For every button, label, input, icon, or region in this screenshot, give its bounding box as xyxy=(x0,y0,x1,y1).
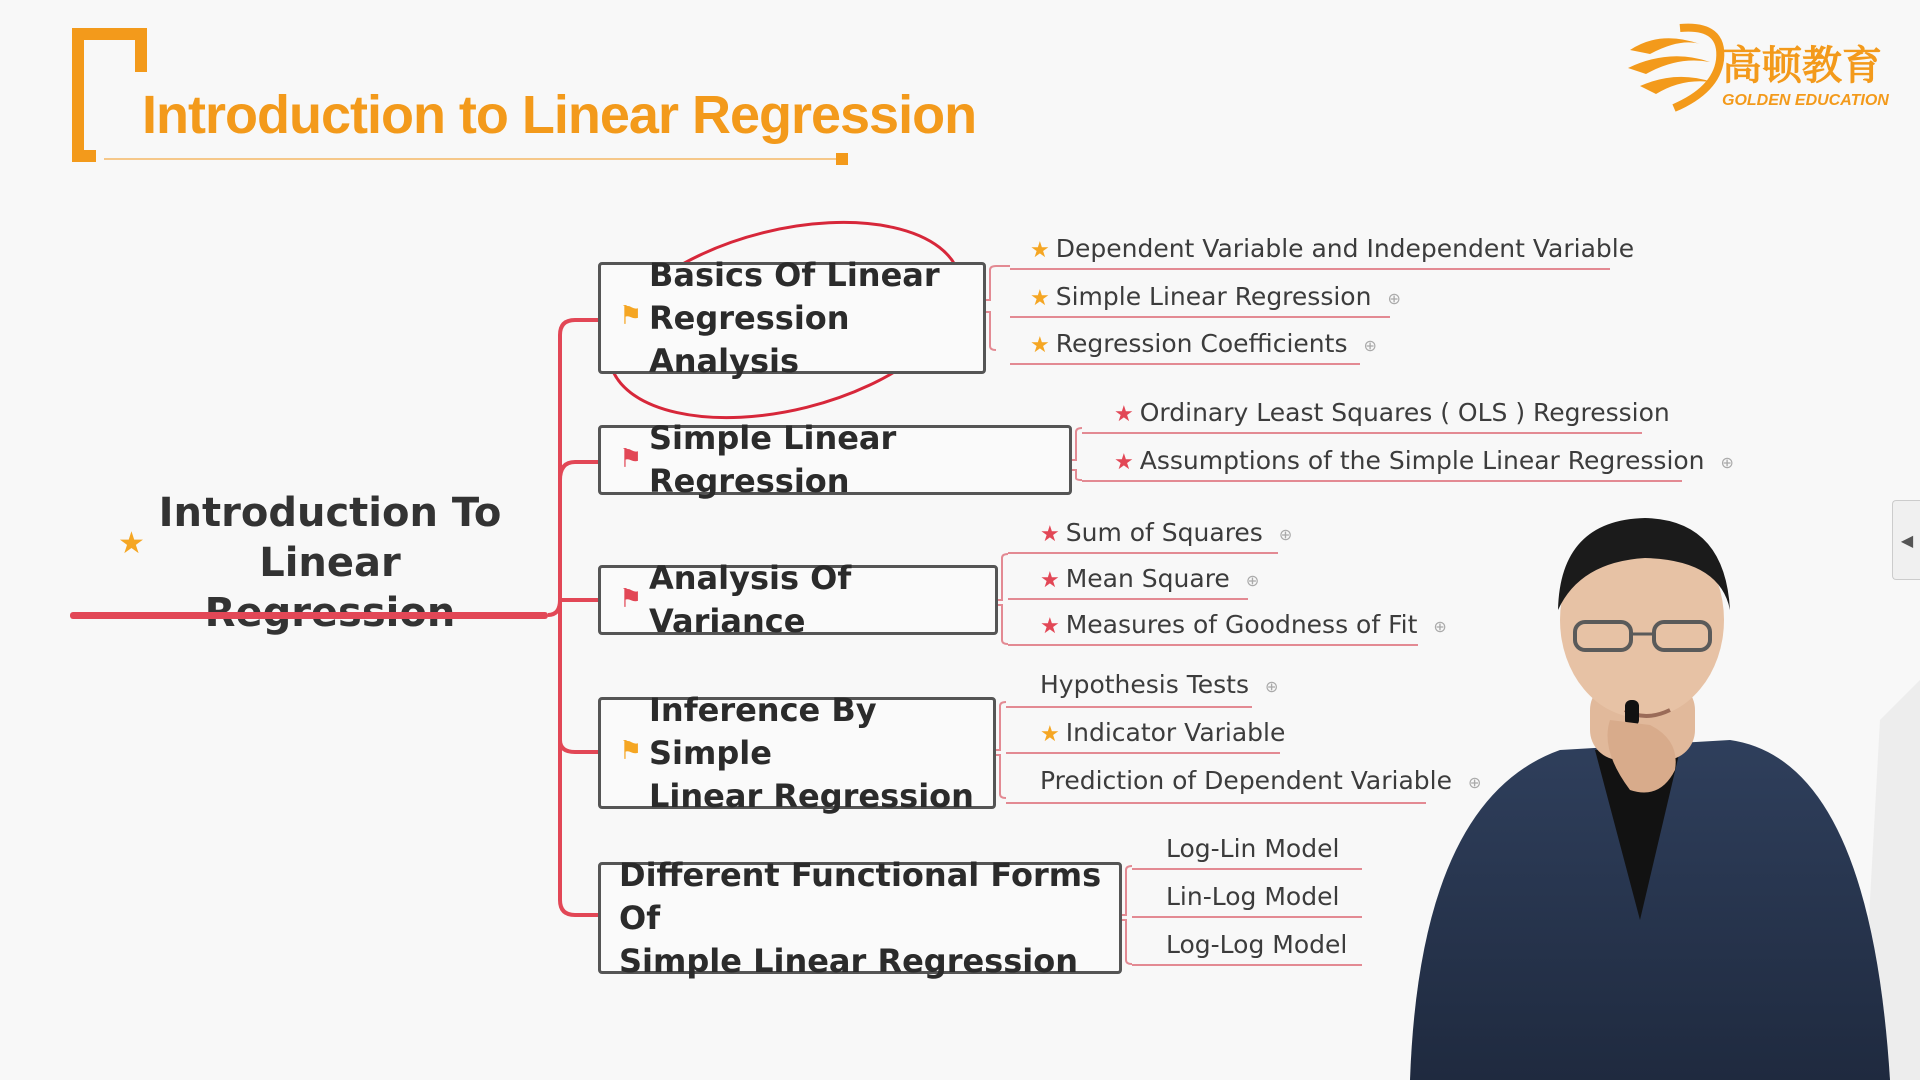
root-topic-line2: Linear xyxy=(259,540,401,586)
leaf-underline xyxy=(1132,916,1362,918)
leaf-label: Dependent Variable and Independent Variable xyxy=(1055,234,1635,263)
expand-icon[interactable]: ⊕ xyxy=(1278,524,1293,544)
leaf-underline xyxy=(1006,706,1252,708)
leaf-underline xyxy=(1008,598,1248,600)
leaf-label: Sum of Squares xyxy=(1065,518,1263,547)
page-title: Introduction to Linear Regression xyxy=(142,85,977,145)
leaf-underline xyxy=(1006,802,1426,804)
star-icon: ★ xyxy=(1114,450,1134,475)
flag-icon: ⚑ xyxy=(619,736,643,766)
leaf-underline xyxy=(1132,964,1362,966)
leaf-label: Prediction of Dependent Variable xyxy=(1040,766,1452,795)
flag-icon: ⚑ xyxy=(619,444,643,474)
branch-different-functional-forms[interactable] xyxy=(598,855,1122,980)
leaf-label: Ordinary Least Squares ( OLS ) Regression xyxy=(1139,398,1670,427)
leaf-connector-4a xyxy=(996,702,1006,750)
branch-basics-of-linear-regression[interactable] xyxy=(598,255,986,380)
leaf-underline xyxy=(1010,268,1610,270)
branch-label-line1: Simple Linear Regression xyxy=(649,419,897,500)
expand-icon[interactable]: ⊕ xyxy=(1387,288,1401,308)
leaf-item[interactable] xyxy=(1166,834,1339,863)
leaf-label: Assumptions of the Simple Linear Regression xyxy=(1139,446,1705,475)
leaf-label: Indicator Variable xyxy=(1065,718,1286,747)
branch-inference-by-simple-linear-regression[interactable] xyxy=(598,690,996,815)
star-icon: ★ xyxy=(118,526,145,561)
leaf-connector-3a xyxy=(998,554,1008,600)
expand-icon[interactable]: ⊕ xyxy=(1363,335,1377,355)
expand-icon[interactable]: ⊕ xyxy=(1264,676,1279,696)
leaf-connector-1b xyxy=(985,312,996,350)
leaf-connector-1a xyxy=(985,266,1010,300)
leaf-item[interactable] xyxy=(1040,718,1285,747)
leaf-label: Hypothesis Tests xyxy=(1040,670,1249,699)
leaf-item[interactable] xyxy=(1030,329,1377,358)
leaf-underline xyxy=(1010,316,1390,318)
leaf-item[interactable] xyxy=(1030,234,1634,263)
collapse-sidebar-icon[interactable]: ◀ xyxy=(1892,500,1920,580)
logo-text-en: GOLDEN EDUCATION xyxy=(1722,92,1889,109)
leaf-connector-2b xyxy=(1072,470,1082,480)
leaf-label: Measures of Goodness of Fit xyxy=(1065,610,1418,639)
leaf-underline xyxy=(1008,644,1418,646)
star-icon: ★ xyxy=(1040,522,1060,547)
leaf-item[interactable] xyxy=(1040,610,1447,639)
root-underline xyxy=(70,612,548,619)
connector-branch-2 xyxy=(560,462,598,480)
leaf-item[interactable] xyxy=(1040,518,1292,547)
root-topic-line1: Introduction To xyxy=(158,490,502,536)
star-icon: ★ xyxy=(1040,722,1060,747)
branch-label-line1: Inference By Simple xyxy=(649,690,877,772)
expand-icon[interactable]: ⊕ xyxy=(1720,452,1734,472)
leaf-underline xyxy=(1082,480,1682,482)
leaf-item[interactable] xyxy=(1040,670,1278,699)
star-icon: ★ xyxy=(1040,568,1060,593)
branch-label-line1: Different Functional Forms Of xyxy=(619,855,1102,937)
branch-label-line1: Analysis Of Variance xyxy=(649,559,852,640)
leaf-item[interactable] xyxy=(1166,930,1347,959)
branch-label-line2: Linear Regression xyxy=(649,776,974,815)
connector-branch-4 xyxy=(560,600,598,752)
expand-icon[interactable]: ⊕ xyxy=(1433,616,1447,636)
presenter-video xyxy=(1390,500,1920,1080)
star-icon: ★ xyxy=(1040,614,1060,639)
logo-text-cn: 高顿教育 xyxy=(1722,43,1882,89)
leaf-item[interactable] xyxy=(1114,446,1734,475)
expand-icon[interactable]: ⊕ xyxy=(1245,570,1260,590)
flag-icon: ⚑ xyxy=(619,584,643,614)
leaf-label: Lin-Log Model xyxy=(1166,882,1340,911)
leaf-connector-4b xyxy=(996,755,1006,798)
leaf-item[interactable] xyxy=(1030,282,1401,311)
leaf-item[interactable] xyxy=(1040,564,1259,593)
branch-label-line1: Basics Of Linear xyxy=(649,255,940,294)
star-icon: ★ xyxy=(1030,238,1050,263)
flag-icon: ⚑ xyxy=(619,301,643,331)
leaf-underline xyxy=(1010,363,1360,365)
leaf-connector-5b xyxy=(1122,920,1132,964)
leaf-underline xyxy=(1008,552,1278,554)
branch-label-line2: Simple Linear Regression xyxy=(619,941,1078,980)
leaf-connector-5a xyxy=(1122,866,1132,915)
branch-label-line2: Regression Analysis xyxy=(649,298,850,380)
expand-icon[interactable]: ⊕ xyxy=(1467,772,1482,792)
leaf-label: Mean Square xyxy=(1065,564,1230,593)
leaf-underline xyxy=(1132,868,1362,870)
leaf-connector-2a xyxy=(1072,428,1082,460)
leaf-item[interactable] xyxy=(1166,882,1339,911)
leaf-connector-3b xyxy=(998,605,1008,644)
connector-branch-1 xyxy=(548,320,598,615)
leaf-label: Regression Coefficients xyxy=(1055,329,1348,358)
branch-simple-linear-regression[interactable] xyxy=(598,419,1072,500)
leaf-label: Log-Log Model xyxy=(1166,930,1348,959)
leaf-label: Log-Lin Model xyxy=(1166,834,1340,863)
star-icon: ★ xyxy=(1114,402,1134,427)
star-icon: ★ xyxy=(1030,333,1050,358)
leaf-label: Simple Linear Regression xyxy=(1055,282,1372,311)
branch-analysis-of-variance[interactable] xyxy=(598,559,998,640)
leaf-underline xyxy=(1082,432,1642,434)
leaf-underline xyxy=(1006,752,1280,754)
connector-branch-5 xyxy=(560,740,598,915)
star-icon: ★ xyxy=(1030,286,1050,311)
leaf-item[interactable] xyxy=(1114,398,1670,427)
